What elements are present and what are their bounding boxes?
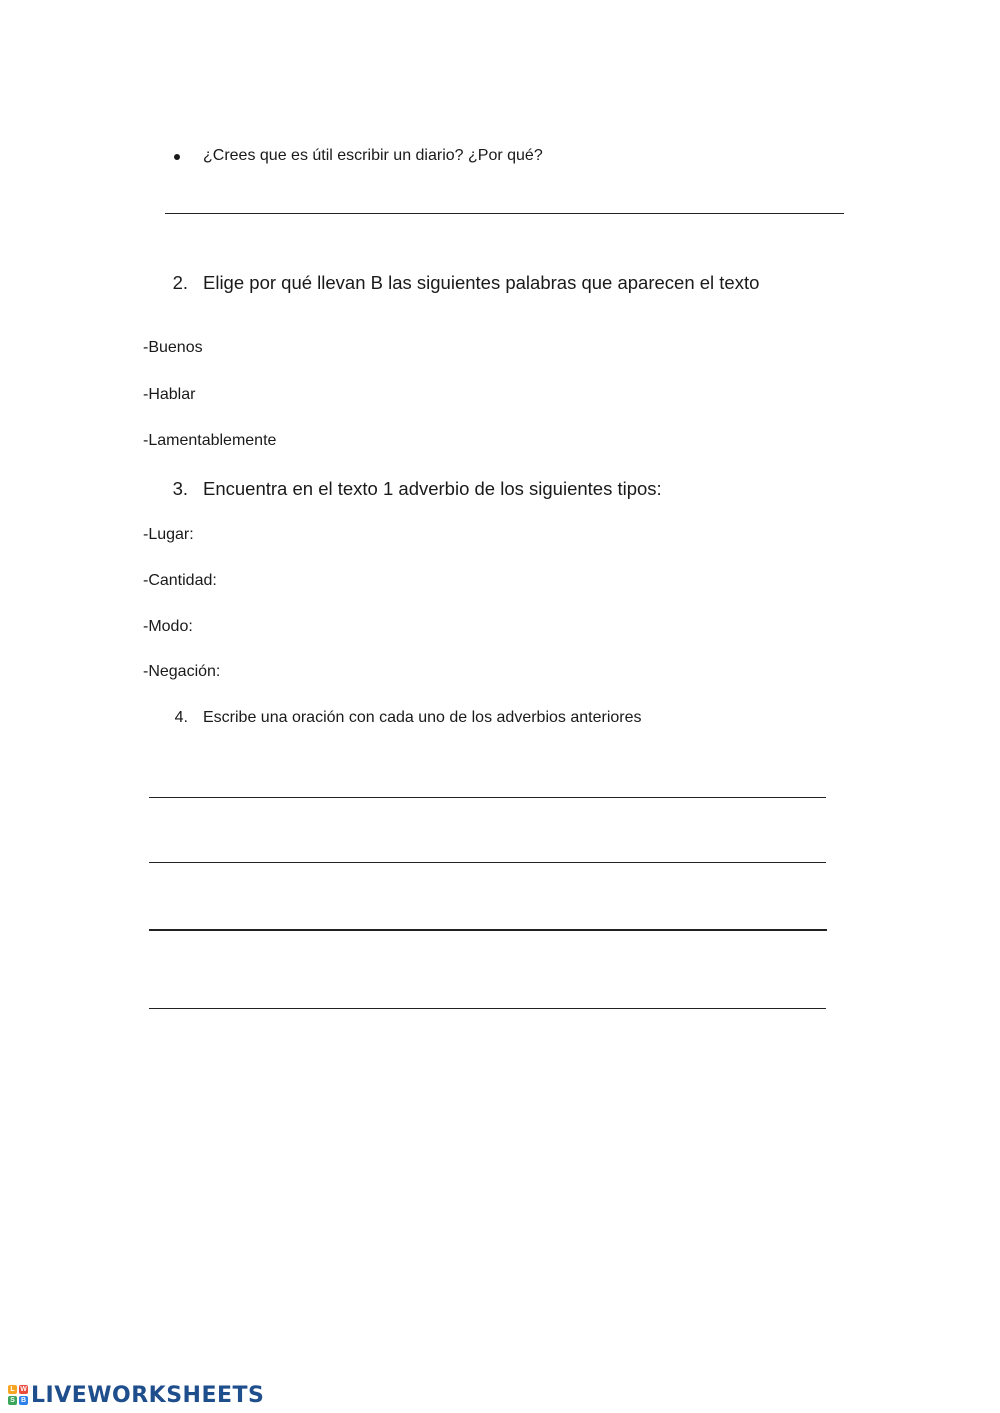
adverb-type-cantidad: -Cantidad: (143, 572, 217, 589)
adverb-type-lugar: -Lugar: (143, 526, 194, 543)
liveworksheets-logo (8, 1381, 264, 1409)
answer-line-q4-3[interactable] (149, 929, 827, 931)
question-1-text: ¿Crees que es útil escribir un diario? ¿Por qué? (203, 147, 543, 164)
question-4-number: 4. (174, 709, 188, 726)
adverb-type-modo: -Modo: (143, 618, 193, 635)
bullet-marker (174, 154, 180, 160)
answer-line-q4-1[interactable] (149, 797, 826, 798)
answer-line-q4-2[interactable] (149, 862, 826, 863)
question-4-title: Escribe una oración con cada uno de los adverbios anteriores (203, 709, 642, 726)
logo-square: L (8, 1385, 17, 1394)
logo-text: LIVEWORKSHEETS (31, 1382, 265, 1408)
question-3-number: 3. (172, 478, 188, 499)
logo-icon (8, 1385, 28, 1405)
answer-line-q4-4[interactable] (149, 1008, 826, 1009)
logo-square: S (8, 1396, 17, 1405)
question-2-number: 2. (172, 272, 188, 293)
word-item-lamentablemente: -Lamentablemente (143, 432, 277, 449)
logo-square: B (20, 1397, 27, 1404)
question-3-title: Encuentra en el texto 1 adverbio de los siguientes tipos: (203, 478, 662, 499)
word-item-buenos: -Buenos (143, 339, 203, 356)
logo-square: W (20, 1386, 27, 1393)
question-2-title: Elige por qué llevan B las siguientes palabras que aparecen el texto (203, 272, 760, 293)
answer-line-q1[interactable] (165, 213, 844, 214)
adverb-type-negacion: -Negación: (143, 663, 221, 680)
word-item-hablar: -Hablar (143, 386, 196, 403)
